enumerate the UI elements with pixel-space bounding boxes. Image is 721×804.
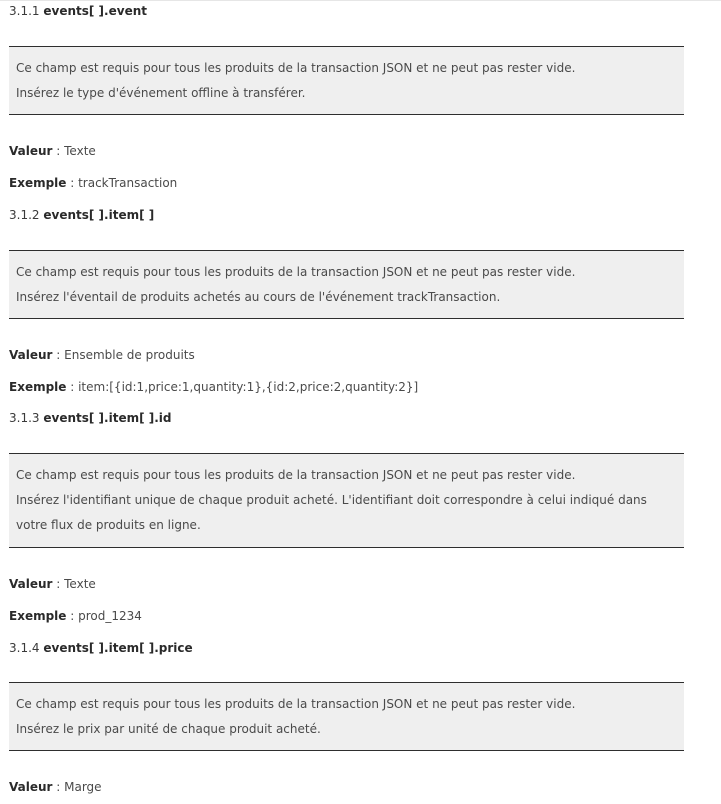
note-line: Ce champ est requis pour tous les produits de la transaction JSON et ne peut pas rester vide. (16, 265, 576, 279)
section-heading (9, 207, 154, 223)
value-label: Valeur (9, 577, 53, 591)
example: Exemple : trackTransaction (9, 176, 178, 190)
value-label: Valeur (9, 348, 53, 362)
section-field-name: events[ ].event (43, 4, 147, 18)
section-field-name: events[ ].item[ ].id (43, 411, 172, 425)
requirement-note (9, 682, 684, 751)
section-number: 3.1.4 (9, 641, 40, 655)
section-heading (9, 3, 147, 19)
section-number: 3.1.2 (9, 208, 40, 222)
section-number: 3.1.1 (9, 4, 40, 18)
value-label: Valeur (9, 780, 53, 794)
section-heading (9, 640, 193, 656)
value-type: Valeur : Ensemble de produits (9, 348, 195, 362)
top-divider (0, 0, 721, 1)
value-type: Valeur : Marge (9, 780, 102, 794)
section-heading (9, 410, 172, 426)
example-text: item:[{id:1,price:1,quantity:1},{id:2,price:2,quantity:2}] (78, 380, 419, 394)
example-label: Exemple (9, 176, 67, 190)
example-label: Exemple (9, 380, 67, 394)
example: Exemple : item:[{id:1,price:1,quantity:1},{id:2,price:2,quantity:2}] (9, 380, 419, 394)
example: Exemple : prod_1234 (9, 609, 142, 623)
section-number: 3.1.3 (9, 411, 40, 425)
example-text: prod_1234 (78, 609, 142, 623)
note-line: Ce champ est requis pour tous les produits de la transaction JSON et ne peut pas rester vide. (16, 697, 576, 711)
note-line: Ce champ est requis pour tous les produits de la transaction JSON et ne peut pas rester vide. (16, 468, 576, 482)
note-line: Ce champ est requis pour tous les produits de la transaction JSON et ne peut pas rester vide. (16, 61, 576, 75)
example-text: trackTransaction (78, 176, 178, 190)
value-text: Ensemble de produits (64, 348, 195, 362)
value-label: Valeur (9, 144, 53, 158)
note-line: Insérez l'identifiant unique de chaque produit acheté. L'identifiant doit correspondre à celui indiqué dans votre flux de produits en ligne. (16, 493, 647, 532)
value-type: Valeur : Texte (9, 577, 96, 591)
requirement-note (9, 46, 684, 115)
note-line: Insérez l'éventail de produits achetés au cours de l'événement trackTransaction. (16, 290, 501, 304)
note-line: Insérez le prix par unité de chaque produit acheté. (16, 722, 321, 736)
requirement-note (9, 453, 684, 548)
value-text: Texte (64, 144, 96, 158)
section-field-name: events[ ].item[ ].price (43, 641, 193, 655)
requirement-note (9, 250, 684, 319)
example-label: Exemple (9, 609, 67, 623)
value-text: Marge (64, 780, 102, 794)
value-type: Valeur : Texte (9, 144, 96, 158)
value-text: Texte (64, 577, 96, 591)
section-field-name: events[ ].item[ ] (43, 208, 155, 222)
note-line: Insérez le type d'événement offline à transférer. (16, 86, 306, 100)
